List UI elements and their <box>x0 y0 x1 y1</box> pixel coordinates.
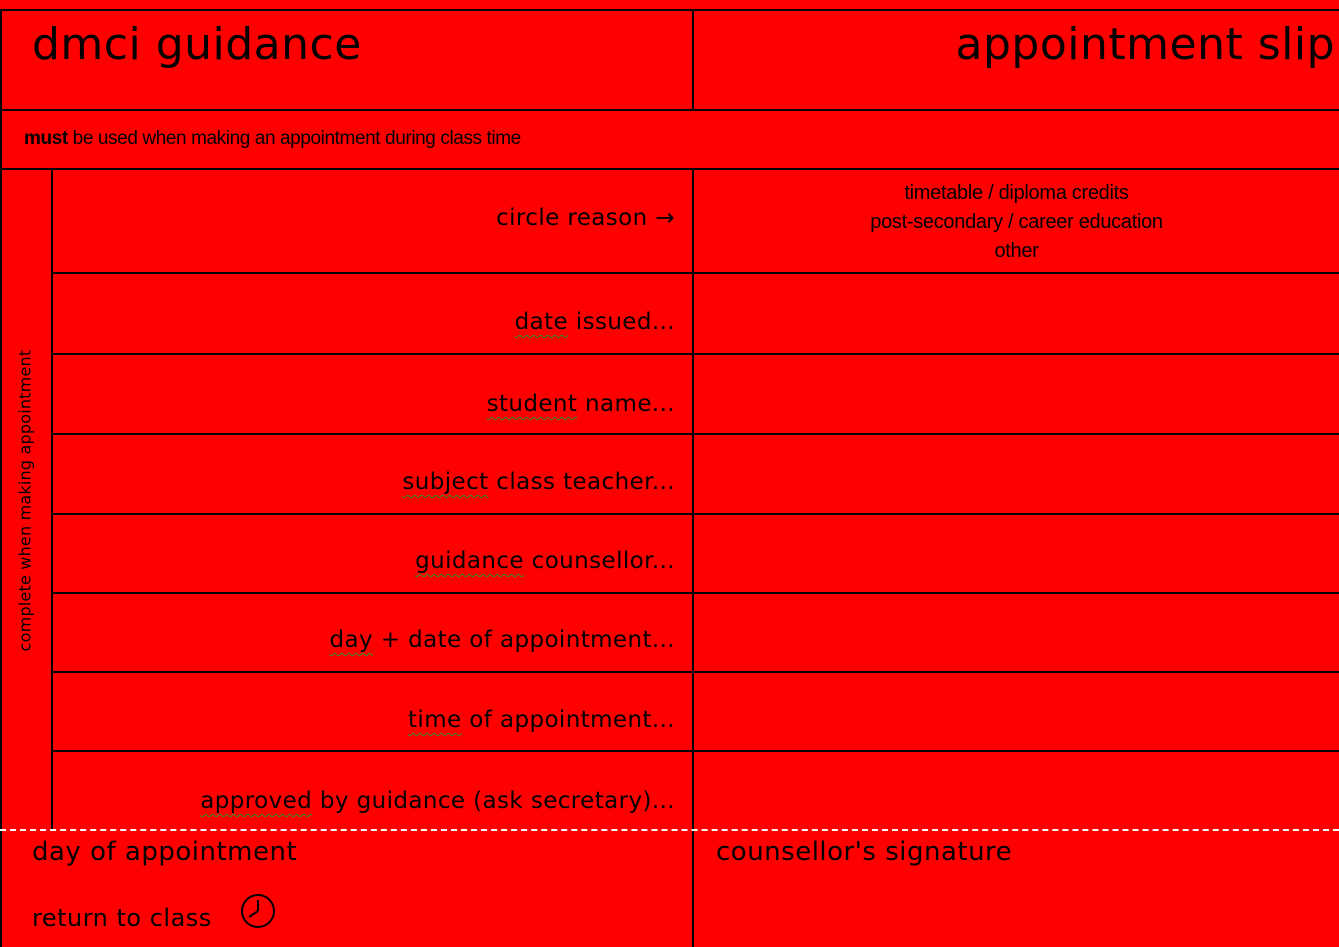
field-value-guidance-counsellor[interactable] <box>694 515 1339 592</box>
field-label-subject-class-teacher <box>402 467 675 497</box>
reason-option-line[interactable]: post-secondary / career education <box>870 210 1163 233</box>
field-label-underlined: approved <box>200 788 313 814</box>
clock-icon <box>238 891 278 931</box>
field-label-underlined: date <box>514 309 569 335</box>
title-appointment-slip: appointment slip <box>955 19 1335 70</box>
field-label-text: class teacher... <box>488 469 675 495</box>
sidebar-label-text: complete when making appointment <box>15 349 35 651</box>
field-label-time-of-appointment <box>408 705 675 735</box>
cut-line <box>0 829 1339 831</box>
field-label-guidance-counsellor <box>415 546 675 576</box>
counsellor-signature-label: counsellor's signature <box>716 837 1013 867</box>
usage-notice <box>24 118 521 160</box>
field-value-time-of-appointment[interactable] <box>694 673 1339 750</box>
field-label-underlined: student <box>486 391 578 417</box>
reason-option-line[interactable]: other <box>994 239 1039 262</box>
field-label-underlined: time <box>407 707 462 733</box>
reason-option-line[interactable]: timetable / diploma credits <box>904 181 1129 204</box>
field-label-underlined: guidance <box>415 548 524 574</box>
middle-divider-top <box>692 9 694 110</box>
reason-options <box>694 170 1339 274</box>
field-value-date-issued[interactable] <box>694 274 1339 353</box>
sidebar-label <box>1 170 49 830</box>
field-label-date-issued <box>515 307 675 337</box>
field-label-underlined: day <box>329 627 374 653</box>
field-value-approved-by-guidance[interactable] <box>694 752 1339 828</box>
field-label-student-name <box>487 389 675 419</box>
header-divider <box>0 109 1339 111</box>
notice-text: be used when making an appointment during class time <box>67 128 521 149</box>
field-value-day-date-appointment[interactable] <box>694 594 1339 671</box>
field-label-circle-reason <box>496 203 675 233</box>
field-label-underlined: subject <box>402 469 489 495</box>
counsellor-signature-field[interactable] <box>694 872 1339 947</box>
return-to-class-row <box>32 898 278 938</box>
day-of-appointment-label: day of appointment <box>32 837 298 867</box>
sidebar-divider <box>51 168 53 830</box>
field-label-text: name... <box>577 391 675 417</box>
field-label-text: issued... <box>568 309 675 335</box>
field-label-text: circle reason → <box>496 205 675 231</box>
notice-emphasis: must <box>24 128 68 149</box>
field-label-text: + date of appointment... <box>373 627 675 653</box>
return-to-class-label: return to class <box>32 904 212 932</box>
field-value-subject-class-teacher[interactable] <box>694 435 1339 513</box>
field-value-student-name[interactable] <box>694 355 1339 433</box>
field-label-text: by guidance (ask secretary)... <box>312 788 675 814</box>
field-label-text: of appointment... <box>461 707 675 733</box>
title-guidance: dmci guidance <box>32 19 362 70</box>
field-label-text: counsellor... <box>523 548 675 574</box>
field-label-day-date-appointment <box>330 625 676 655</box>
field-label-approved-by-guidance <box>200 786 675 816</box>
